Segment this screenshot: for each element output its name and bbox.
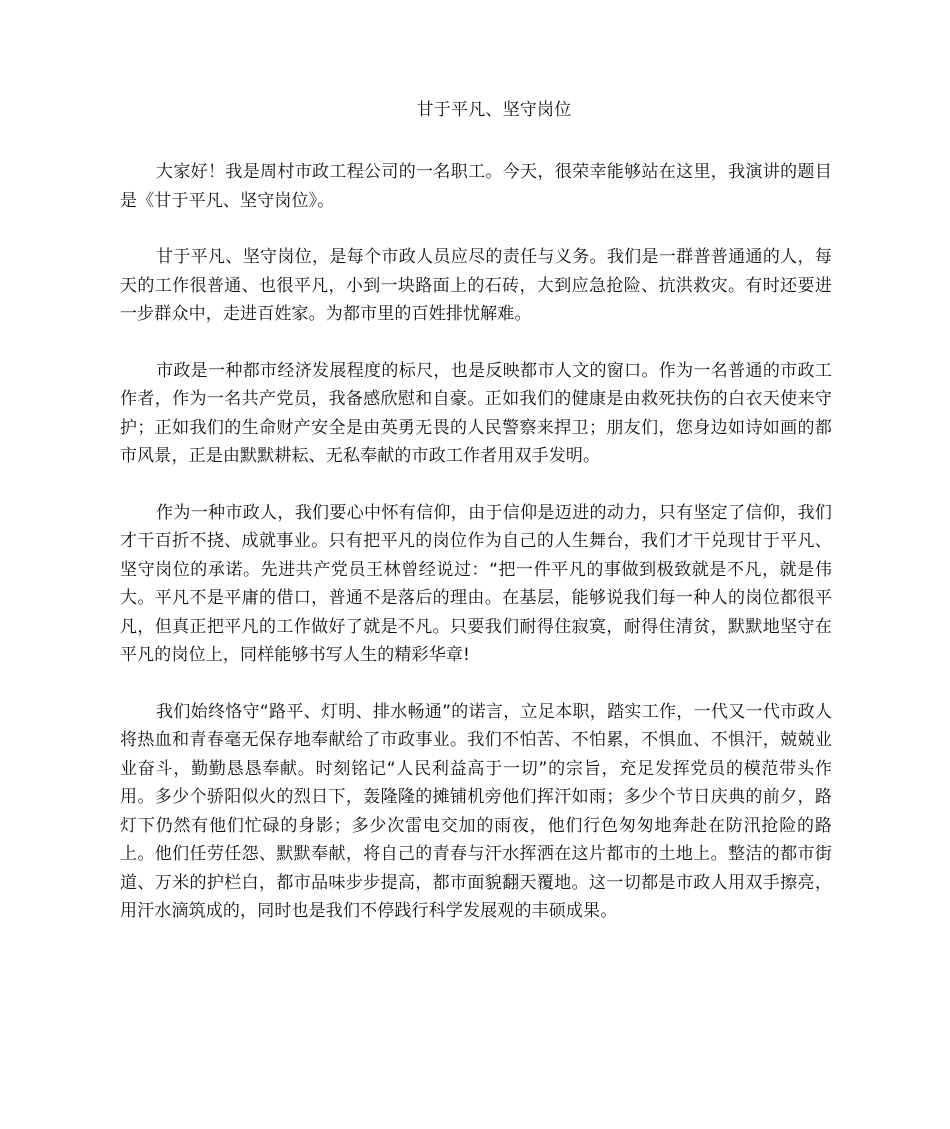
paragraph-duty: 甘于平凡、坚守岗位，是每个市政人员应尽的责任与义务。我们是一群普普通通的人，每天的工作很普通、也很平凡，小到一块路面上的石砖，大到应急抢险、抗洪救灾。有时还要进一步群众中，走进百姓家。为都市里的百姓排忧解难。 — [120, 247, 832, 324]
document-body — [120, 158, 832, 926]
paragraph-commitment: 我们始终恪守“路平、灯明、排水畅通”的诺言，立足本职，踏实工作，一代又一代市政人将热血和青春毫无保存地奉献给了市政事业。我们不怕苦、不怕累，不惧血、不惧汗，兢兢业业奋斗，勤勤恳恳奉献。时刻铭记“人民利益高于一切”的宗旨，充足发挥党员的模范带头作用。多少个骄阳似火的烈日下，轰隆隆的摊铺机旁他们挥汗如雨；多少个节日庆典的前夕，路灯下仍然有他们忙碌的身影；多少次雷电交加的雨夜，他们行色匆匆地奔赴在防汛抢险的路上。他们任劳任怨、默默奉献，将自己的青春与汗水挥洒在这片都市的土地上。整洁的都市街道、万米的护栏白，都市品味步步提高，都市面貌翻天覆地。这一切都是市政人用双手擦亮，用汗水滴筑成的，同时也是我们不停践行科学发展观的丰硕成果。 — [120, 701, 832, 921]
document-title: 甘于平凡、坚守岗位 — [416, 100, 572, 120]
paragraph-faith: 作为一种市政人，我们要心中怀有信仰，由于信仰是迈进的动力，只有坚定了信仰，我们才干百折不挠、成就事业。只有把平凡的岗位作为自己的人生舞台，我们才干兑现甘于平凡、坚守岗位的承诺。先进共产党员王林曾经说过：“把一件平凡的事做到极致就是不凡，就是伟大。平凡不是平庸的借口，普通不是落后的理由。在基层，能够说我们每一种人的岗位都很平凡，但真正把平凡的工作做好了就是不凡。只要我们耐得住寂寞，耐得住清贫，默默地坚守在平凡的岗位上，同样能够书写人生的精彩华章! — [120, 502, 832, 665]
paragraph-greeting: 大家好！我是周村市政工程公司的一名职工。今天，很荣幸能够站在这里，我演讲的题目是《甘于平凡、坚守岗位》。 — [120, 162, 832, 211]
paragraph-municipal-role: 市政是一种都市经济发展程度的标尺，也是反映都市人文的窗口。作为一名普通的市政工作者，作为一名共产党员，我备感欣慰和自豪。正如我们的健康是由救死扶伤的白衣天使来守护；正如我们的生命财产安全是由英勇无畏的人民警察来捍卫；朋友们，您身边如诗如画的都市风景，正是由默默耕耘、无私奉献的市政工作者用双手发明。 — [120, 360, 832, 466]
